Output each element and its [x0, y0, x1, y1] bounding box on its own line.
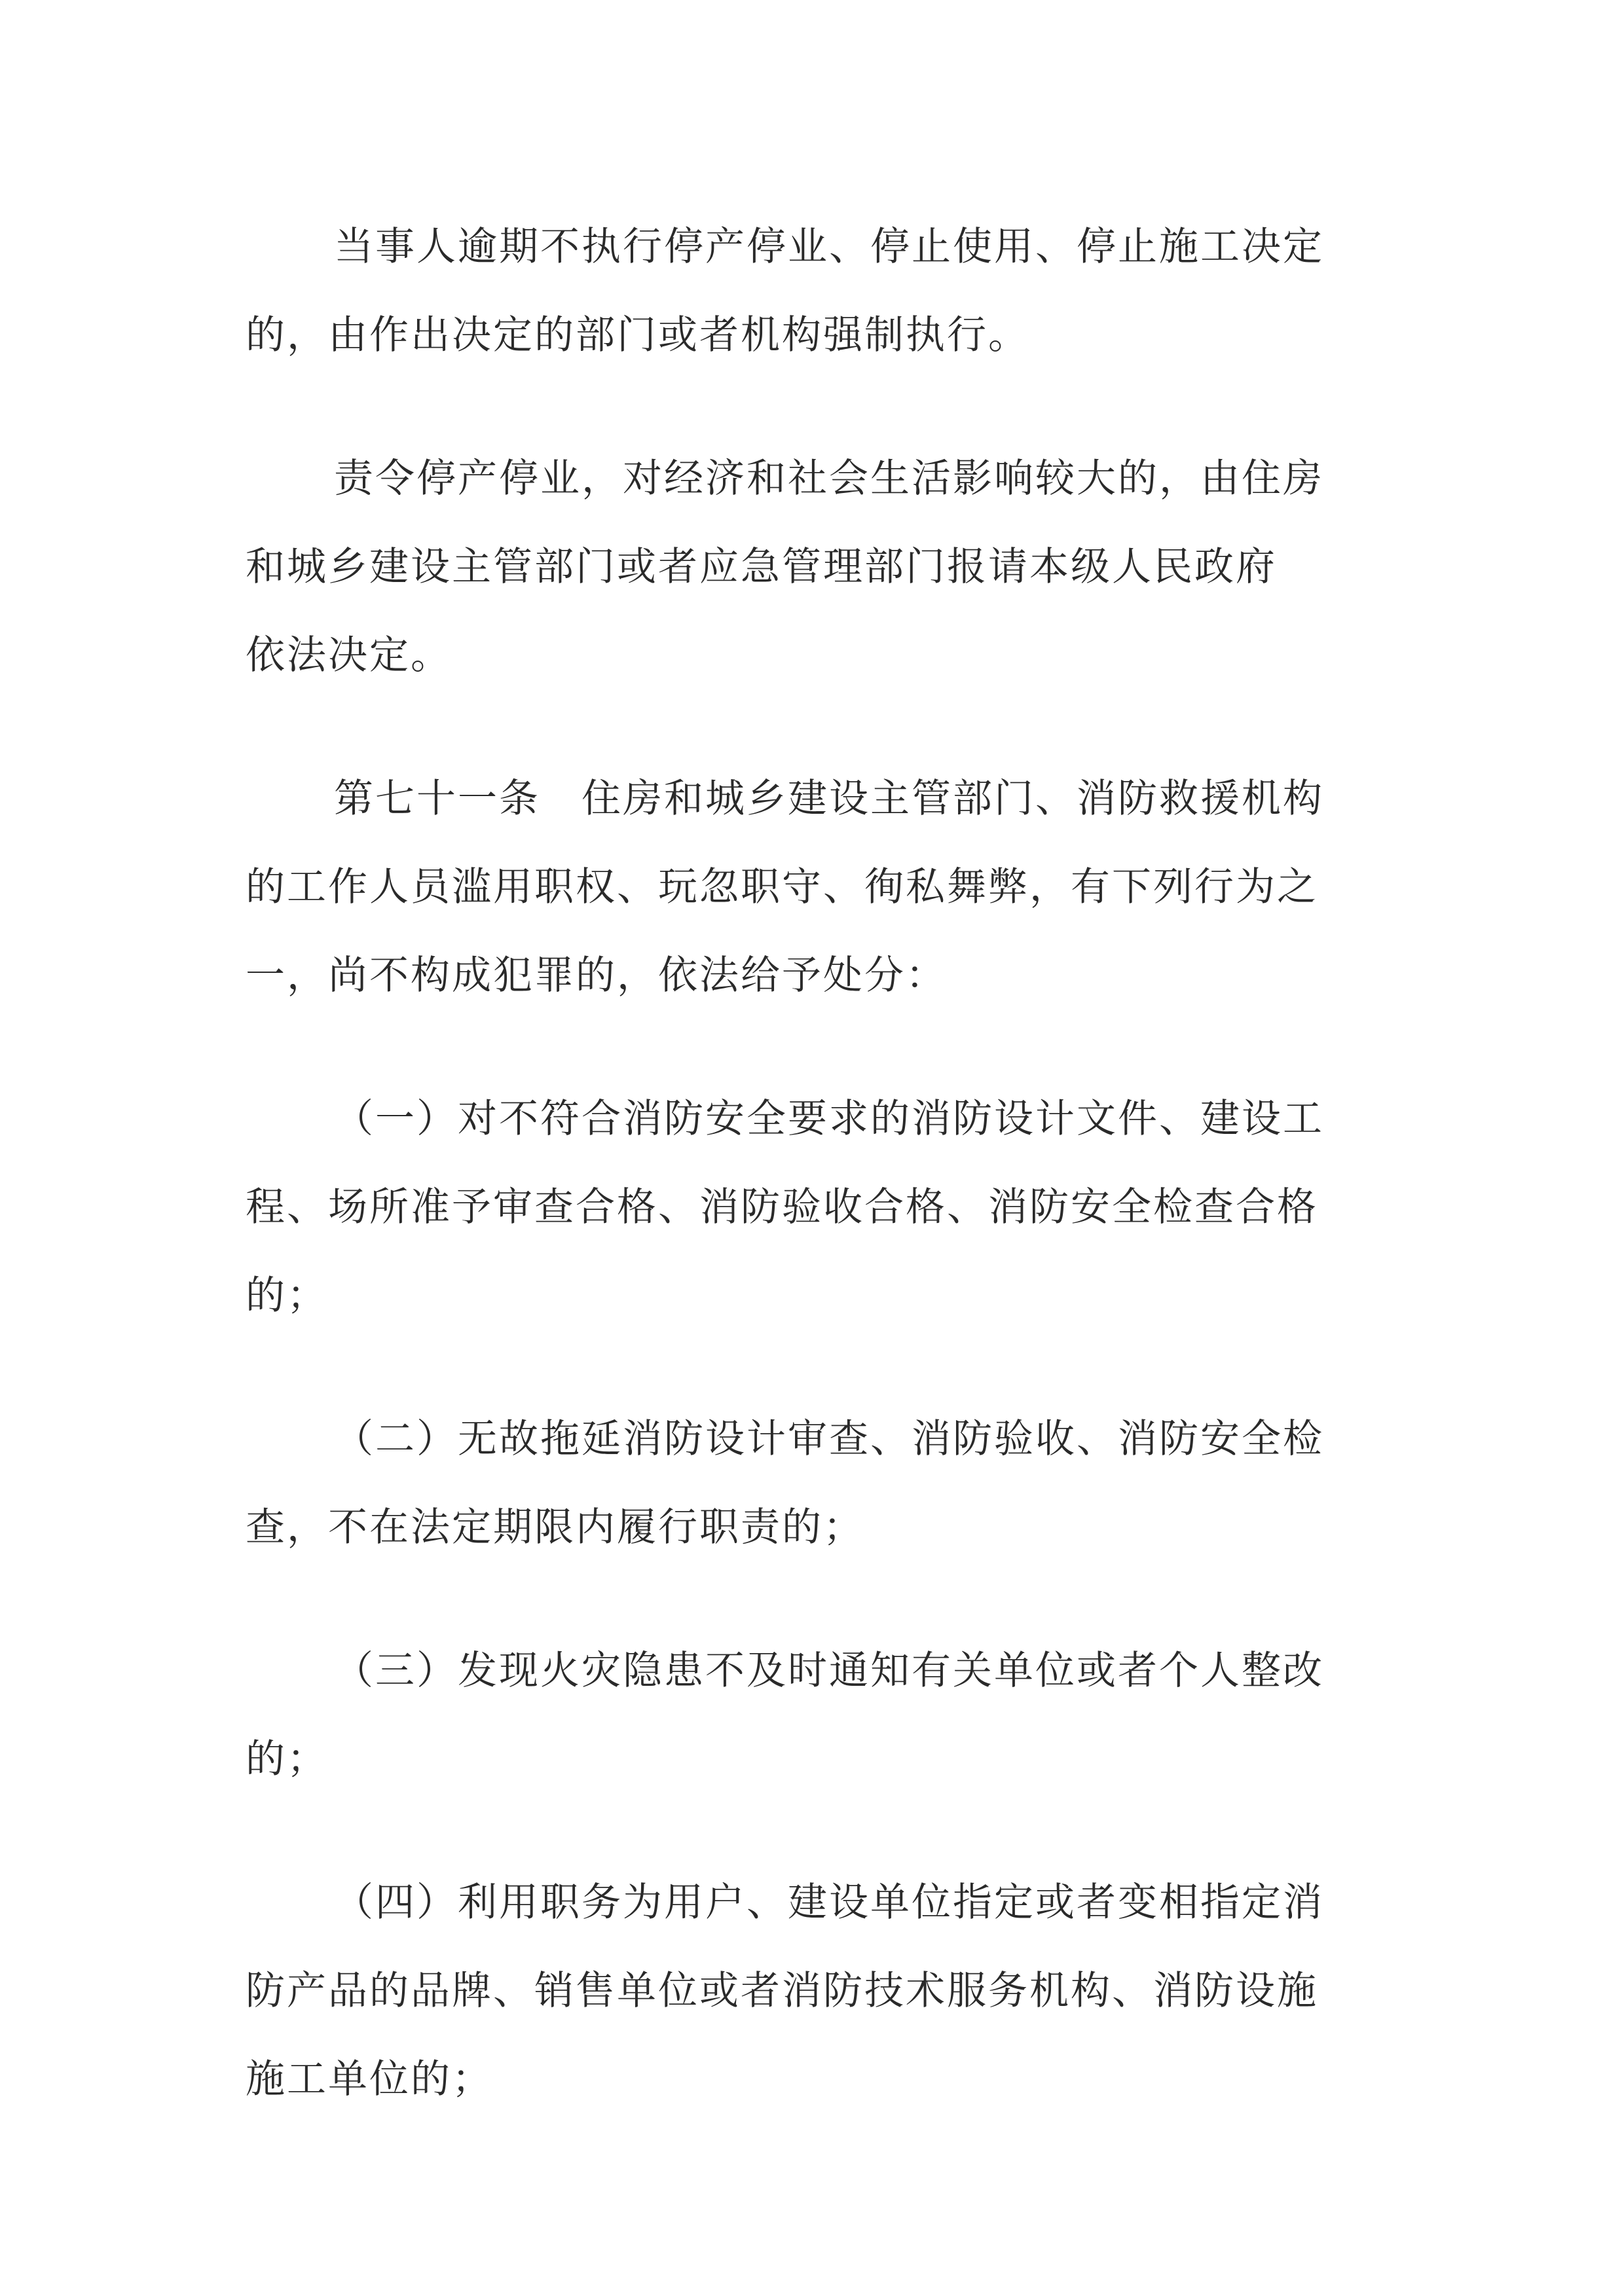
paragraph-line: 的；: [246, 1736, 328, 1782]
article-71-item-3: [246, 1627, 1385, 1804]
paragraph-line: 第七十一条 住房和城乡建设主管部门、消防救援机构: [334, 776, 1324, 822]
paragraph-line: 的工作人员滥用职权、玩忽职守、徇私舞弊，有下列行为之: [246, 864, 1318, 910]
paragraph-line: 施工单位的；: [246, 2056, 493, 2102]
paragraph-line: （四）利用职务为用户、建设单位指定或者变相指定消: [334, 1880, 1324, 1925]
article-71: [246, 755, 1385, 1020]
paragraph-line: 的；: [246, 1273, 328, 1319]
paragraph-line: （三）发现火灾隐患不及时通知有关单位或者个人整改: [334, 1648, 1324, 1694]
paragraph-line: 依法决定。: [246, 632, 452, 678]
article-71-item-1: [246, 1075, 1385, 1340]
paragraph-line: （二）无故拖延消防设计审查、消防验收、消防安全检: [334, 1416, 1324, 1462]
article-71-item-2: [246, 1395, 1385, 1572]
paragraph-line: 查，不在法定期限内履行职责的；: [246, 1504, 864, 1550]
paragraph-line: （一）对不符合消防安全要求的消防设计文件、建设工: [334, 1096, 1324, 1142]
paragraph-line: 和城乡建设主管部门或者应急管理部门报请本级人民政府: [246, 544, 1277, 590]
paragraph-line: 的，由作出决定的部门或者机构强制执行。: [246, 312, 1029, 358]
paragraph-line: 程、场所准予审查合格、消防验收合格、消防安全检查合格: [246, 1184, 1318, 1230]
paragraph-line: 责令停产停业，对经济和社会生活影响较大的，由住房: [334, 456, 1324, 501]
article-71-item-4: [246, 1859, 1385, 2124]
paragraph-line: 一，尚不构成犯罪的，依法给予处分：: [246, 953, 947, 998]
paragraph-line: 当事人逾期不执行停产停业、停止使用、停止施工决定: [334, 224, 1324, 270]
paragraph-line: 防产品的品牌、销售单位或者消防技术服务机构、消防设施: [246, 1968, 1318, 2014]
document-body: [246, 203, 1385, 2179]
paragraph-enforcement: [246, 203, 1385, 380]
paragraph-suspension: [246, 435, 1385, 700]
